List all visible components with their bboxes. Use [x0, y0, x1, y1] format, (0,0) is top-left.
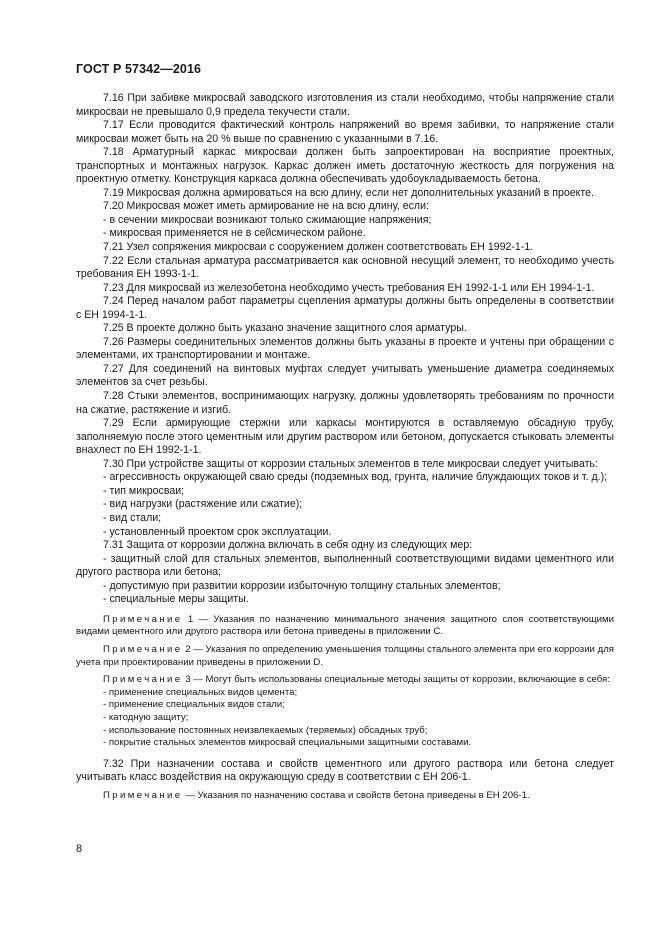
- list-item: - защитный слой для стальных элементов, выполненный соответствующими видами цементного или другого раствора или бетона;: [76, 552, 614, 579]
- note-text: 1 — Указания по назначению минимального значения защитного слоя соответствующими видами цементного или другого раствора или бетона приведены в приложении С.: [76, 613, 614, 638]
- note-text: 3 — Могут быть использованы специальные методы защиты от коррозии, включающие в себя:: [182, 674, 610, 686]
- clause-paragraph: 7.17 Если проводится фактический контроль напряжений во время забивки, то напряжение стали микросваи может быть на 20 % выше по сравнению с указанными в 7.16.: [76, 119, 614, 145]
- clause-paragraph: 7.26 Размеры соединительных элементов должны быть указаны в проекте и учтены при обращении с элементами, их транспортировании и монтаже.: [76, 335, 614, 362]
- clause-paragraph: 7.28 Стыки элементов, воспринимающих нагрузку, должны удовлетворять требованиям по прочности на сжатие, растяжение и изгиб.: [76, 390, 614, 416]
- clause-paragraph: 7.23 Для микросвай из железобетона необходимо учесть требования ЕН 1992-1-1 или ЕН 1994-1-1.: [103, 281, 595, 294]
- clause-paragraph: 7.30 При устройстве защиты от коррозии стальных элементов в теле микросваи следует учитывать:: [103, 457, 598, 470]
- note-paragraph: [76, 644, 614, 669]
- note-label: Примечание: [103, 674, 183, 686]
- clause-paragraph: 7.22 Если стальная арматура рассматривается как основной несущий элемент, то необходимо учесть требования ЕН 1993-1-1.: [76, 254, 614, 281]
- list-item: - установленный проектом срок эксплуатации.: [103, 525, 332, 538]
- clause-paragraph: 7.25 В проекте должно быть указано значение защитного слоя арматуры.: [103, 322, 467, 335]
- note-list-item: - применение специальных видов цемента;: [103, 686, 298, 698]
- list-item: - в сечении микросваи возникают только сжимающие напряжения;: [103, 213, 432, 226]
- note-list-item: - катодную защиту;: [103, 711, 189, 723]
- list-item: - специальные меры защиты.: [103, 593, 249, 606]
- note-paragraph: [76, 790, 614, 803]
- list-item: - агрессивность окружающей сваю среды (подземных вод, грунта, наличие блуждающих токов и т. д.);: [103, 471, 608, 484]
- note-text: 2 — Указания по определению уменьшения толщины стального элемента при его коррозии для учета при проектировании приведены в приложении D.: [76, 643, 614, 668]
- list-item: - тип микросваи;: [103, 484, 185, 497]
- note-paragraph: [76, 674, 614, 687]
- clause-paragraph: 7.19 Микросвая должна армироваться на всю длину, если нет дополнительных указаний в проекте.: [103, 186, 594, 199]
- list-item: - вид стали;: [103, 511, 162, 524]
- note-label: Примечание: [103, 789, 183, 801]
- note-list-item: - использование постоянных неизвлекаемых (теряемых) обсадных труб;: [103, 724, 428, 736]
- clause-paragraph: 7.29 Если армирующие стержни или каркасы монтируются в оставляемую обсадную трубу, заполняемую после этого цементным или другим раствором или бетоном, допускается стыковать элементы внахлест по ЕН 1992-1-1.: [76, 417, 614, 457]
- note-list-item: - применение специальных видов стали;: [103, 699, 285, 711]
- clause-paragraph: 7.31 Защита от коррозии должна включать в себя одну из следующих мер:: [103, 539, 473, 552]
- page-number: 8: [76, 843, 83, 855]
- note-list-item: - покрытие стальных элементов микросвай специальными защитными составами.: [103, 737, 472, 749]
- clause-paragraph: 7.27 Для соединений на винтовых муфтах следует учитывать уменьшение диаметра соединяемых элементов за счет резьбы.: [76, 362, 614, 389]
- clause-paragraph: 7.21 Узел сопряжения микросваи с сооружением должен соответствовать ЕН 1992-1-1.: [103, 241, 534, 254]
- clause-paragraph: 7.18 Арматурный каркас микросваи должен быть запроектирован на восприятие проектных, транспортных и монтажных нагрузок. Каркас должен иметь достаточную жесткость для погружения на проектную отметку. Конструкция каркаса должна обеспечивать удобоукладываемость бетона.: [76, 146, 614, 186]
- list-item: - вид нагрузки (растяжение или сжатие);: [103, 498, 303, 511]
- note-text: — Указания по назначению состава и свойств бетона приведены в ЕН 206-1.: [182, 789, 530, 801]
- list-item: - микросвая применяется не в сейсмическом районе.: [103, 227, 366, 240]
- note-label: Примечание: [103, 643, 183, 655]
- note-label: Примечание: [103, 613, 183, 625]
- clause-paragraph: 7.32 При назначении состава и свойств цементного или другого раствора или бетона следует учитывать класс воздействия на окружающую среду в соответствии с ЕН 206-1.: [76, 757, 614, 784]
- clause-paragraph: 7.24 Перед началом работ параметры сцепления арматуры должны быть определены в соответствии с ЕН 1994-1-1.: [76, 295, 614, 321]
- document-body: [76, 92, 614, 802]
- clause-paragraph: 7.20 Микросвая может иметь армирование не на всю длину, если:: [103, 200, 429, 213]
- standard-header: ГОСТ Р 57342—2016: [76, 62, 202, 76]
- clause-paragraph: 7.16 При забивке микросвай заводского изготовления из стали необходимо, чтобы напряжение стали микросваи не превышало 0,9 предела текучести стали.: [76, 92, 614, 118]
- note-paragraph: [76, 614, 614, 639]
- list-item: - допустимую при развитии коррозии избыточную толщину стальных элементов;: [103, 579, 501, 592]
